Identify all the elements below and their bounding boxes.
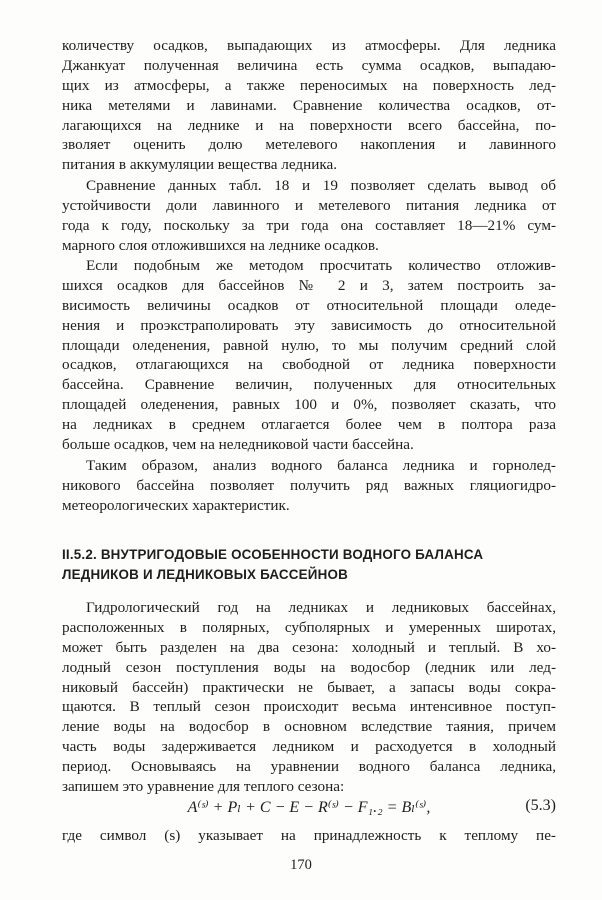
text-line: зволяет оценить долю метелевого накопления и лавинного bbox=[62, 136, 556, 154]
text-line: площади оледенения, равной нулю, то мы получим средний слой bbox=[62, 336, 556, 354]
heading-line: II.5.2. ВНУТРИГОДОВЫЕ ОСОБЕННОСТИ ВОДНОГО БАЛАНСА bbox=[62, 547, 484, 562]
text-line: питания в аккумуляции вещества ледника. bbox=[62, 156, 338, 174]
text-line: может быть разделен на два сезона: холодный и теплый. В хо- bbox=[62, 638, 556, 656]
equation-formula: A⁽ˢ⁾ + Pₗ + C − E − R⁽ˢ⁾ − F₁.₂ = Bₗ⁽ˢ⁾, bbox=[187, 799, 431, 816]
section-heading bbox=[62, 545, 556, 585]
text-line: запишем это уравнение для теплого сезона: bbox=[62, 778, 345, 796]
text-line: ление воды на водосбор в основном вследствие таяния, причем bbox=[62, 718, 556, 736]
paragraph-method bbox=[62, 256, 556, 455]
text-line: года к году, поскольку за три года она составляет 18—21% сум- bbox=[62, 216, 556, 234]
text-line: Сравнение данных табл. 18 и 19 позволяет сделать вывод об bbox=[86, 177, 556, 194]
text-line: марного слоя отложившихся на леднике осадков. bbox=[62, 236, 379, 254]
paragraph-comparison bbox=[62, 176, 556, 256]
paragraph-symbol-notes bbox=[62, 826, 556, 846]
page-number: 170 bbox=[290, 857, 312, 873]
text-line: где символ (s) указывает на принадлежность к теплому пе- bbox=[62, 827, 556, 844]
equation-number: (5.3) bbox=[525, 797, 556, 814]
text-line: никового бассейна позволяет получить ряд важных гляциогидро- bbox=[62, 476, 556, 494]
text-line: Если подобным же методом просчитать количество отложив- bbox=[86, 257, 556, 274]
text-line: никовый бассейн) практически не бывает, а запасы воды сокра- bbox=[62, 678, 556, 696]
text-line: щих из атмосферы, а также переносимых на поверхность лед- bbox=[62, 76, 556, 94]
text-line: Гидрологический год на ледниках и ледниковых бассейнах, bbox=[86, 599, 556, 616]
text-line: шихся осадков для бассейнов № 2 и 3, затем построить за- bbox=[62, 276, 556, 294]
text-line: висимость величины осадков от относительной площади оледе- bbox=[62, 296, 556, 314]
text-line: часть воды задерживается ледником и расходуется в холодный bbox=[62, 738, 556, 756]
text-line: щаются. В теплый сезон происходит весьма интенсивное поступ- bbox=[62, 698, 556, 716]
text-line: больше осадков, чем на неледниковой части бассейна. bbox=[62, 436, 414, 454]
text-line: Джанкуат полученная величина есть сумма осадков, выпадаю- bbox=[62, 56, 556, 74]
text-line: количеству осадков, выпадающих из атмосферы. Для ледника bbox=[62, 37, 556, 54]
text-line: лодный сезон поступления воды на водосбор (ледник или лед- bbox=[62, 658, 556, 676]
text-line: лагающихся на леднике и на поверхности всего бассейна, по- bbox=[62, 116, 556, 134]
equation-5-3 bbox=[62, 797, 556, 821]
text-line: устойчивости доли лавинного и метелевого питания ледника от bbox=[62, 196, 556, 214]
text-line: площадей оледенения, равных 100 и 0%, позволяет сказать, что bbox=[62, 396, 556, 414]
text-line: ника метелями и лавинами. Сравнение количества осадков, от- bbox=[62, 96, 556, 114]
paragraph-continued bbox=[62, 36, 556, 175]
text-line: осадков, отлагающихся на свободной от ледника поверхности bbox=[62, 356, 556, 374]
text-line: метеорологических характеристик. bbox=[62, 496, 290, 514]
text-line: расположенных в полярных, субполярных и умеренных широтах, bbox=[62, 618, 556, 636]
paragraph-hydrological-year bbox=[62, 598, 556, 797]
heading-line: ЛЕДНИКОВ И ЛЕДНИКОВЫХ БАССЕЙНОВ bbox=[62, 567, 348, 582]
text-line: Таким образом, анализ водного баланса ледника и горнолед- bbox=[86, 457, 556, 474]
text-line: нения и проэкстраполировать эту зависимость до относительной bbox=[62, 316, 556, 334]
text-line: бассейна. Сравнение величин, полученных для относительных bbox=[62, 376, 556, 394]
text-line: на ледниках в среднем отлагается более чем в полтора раза bbox=[62, 416, 556, 434]
paragraph-conclusion bbox=[62, 456, 556, 516]
text-line: период. Основываясь на уравнении водного баланса ледника, bbox=[62, 758, 556, 776]
